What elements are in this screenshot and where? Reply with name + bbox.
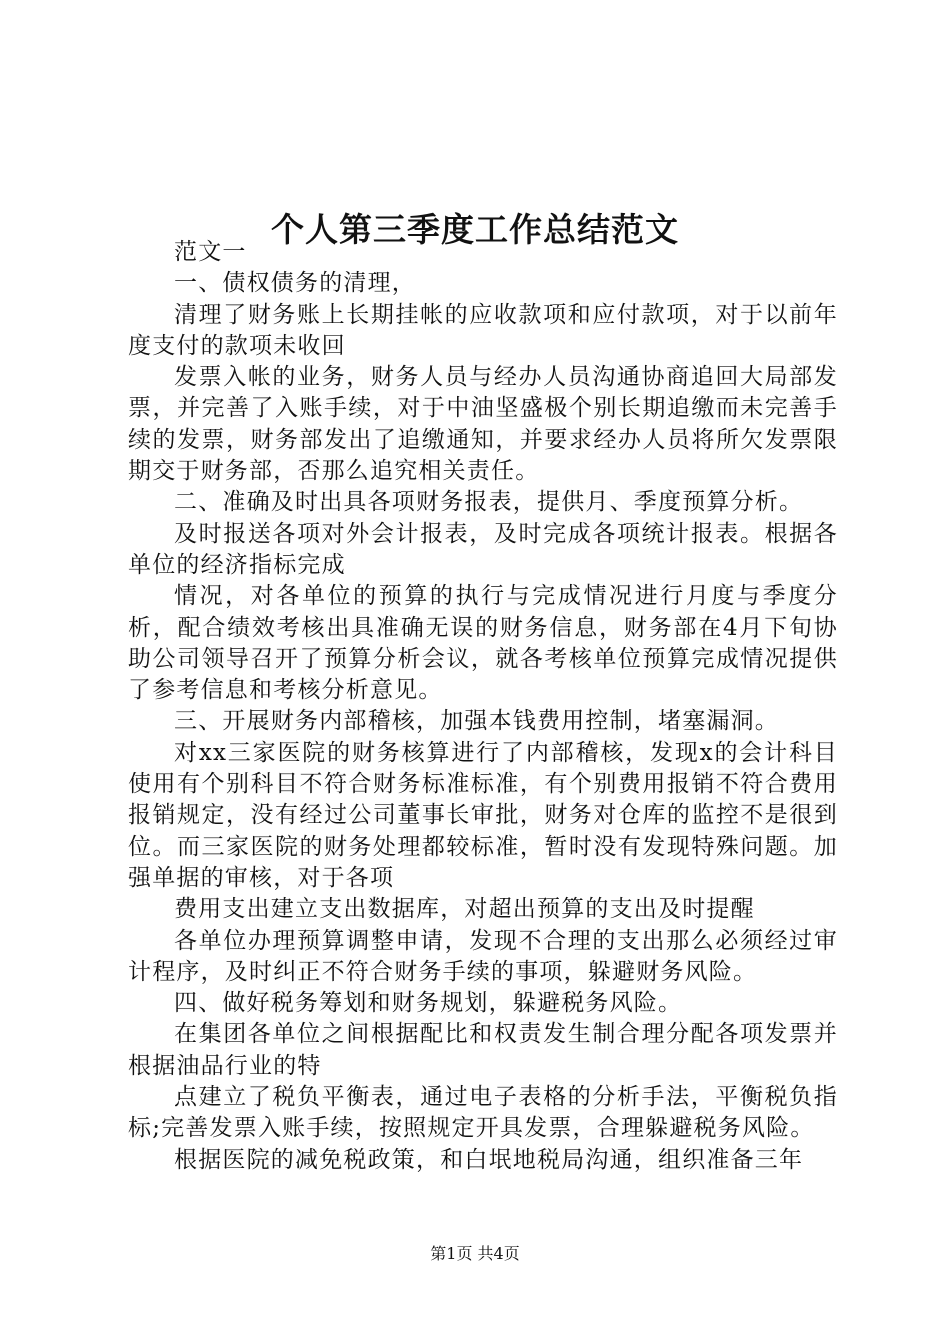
paragraph: 各单位办理预算调整申请，发现不合理的支出那么必须经过审计程序，及时纠正不符合财务手续的事项，躲避财务风险。	[128, 927, 838, 985]
paragraph: 费用支出建立支出数据库，对超出预算的支出及时提醒	[174, 896, 755, 923]
document-title: 个人第三季度工作总结范文	[271, 210, 679, 250]
paragraph: 根据医院的减免税政策，和白垊地税局沟通，组织准备三年	[174, 1146, 804, 1173]
paragraph: 对xx三家医院的财务核算进行了内部稽核，发现x的会计科目使用有个别科目不符合财务标准标准，有个别费用报销不符合费用报销规定，没有经过公司董事长审批，财务对仓库的监控不是很到位。而三家医院的财务处理都较标准，暂时没有发现特殊问题。加强单据的审核，对于各项	[128, 739, 838, 891]
paragraph: 发票入帐的业务，财务人员与经办人员沟通协商追回大局部发票，并完善了入账手续，对于中油坚盛极个别长期追缴而未完善手续的发票，财务部发出了追缴通知，并要求经办人员将所欠发票限期交于财务部，否那么追究相关责任。	[128, 364, 838, 485]
document-body	[128, 237, 838, 1176]
paragraph: 点建立了税负平衡表，通过电子表格的分析手法，平衡税负指标;完善发票入账手续，按照规定开具发票，合理躲避税务风险。	[128, 1084, 838, 1142]
paragraph: 一、债权债务的清理，	[174, 270, 416, 297]
paragraph: 二、准确及时出具各项财务报表，提供月、季度预算分析。	[174, 489, 804, 516]
paragraph: 四、做好税务筹划和财务规划，躲避税务风险。	[174, 990, 683, 1017]
paragraph: 及时报送各项对外会计报表，及时完成各项统计报表。根据各单位的经济指标完成	[128, 520, 838, 578]
paragraph: 三、开展财务内部稽核，加强本钱费用控制，堵塞漏洞。	[174, 708, 779, 735]
paragraph: 清理了财务账上长期挂帐的应收款项和应付款项，对于以前年度支付的款项未收回	[128, 301, 838, 359]
paragraph: 情况，对各单位的预算的执行与完成情况进行月度与季度分析，配合绩效考核出具准确无误的财务信息，财务部在4月下旬协助公司领导召开了预算分析会议，就各考核单位预算完成情况提供了参考信息和考核分析意见。	[128, 583, 838, 704]
page-footer: 第1页 共4页	[430, 1244, 520, 1263]
paragraph: 范文一	[174, 239, 247, 265]
paragraph: 在集团各单位之间根据配比和权责发生制合理分配各项发票并根据油品行业的特	[128, 1021, 838, 1079]
